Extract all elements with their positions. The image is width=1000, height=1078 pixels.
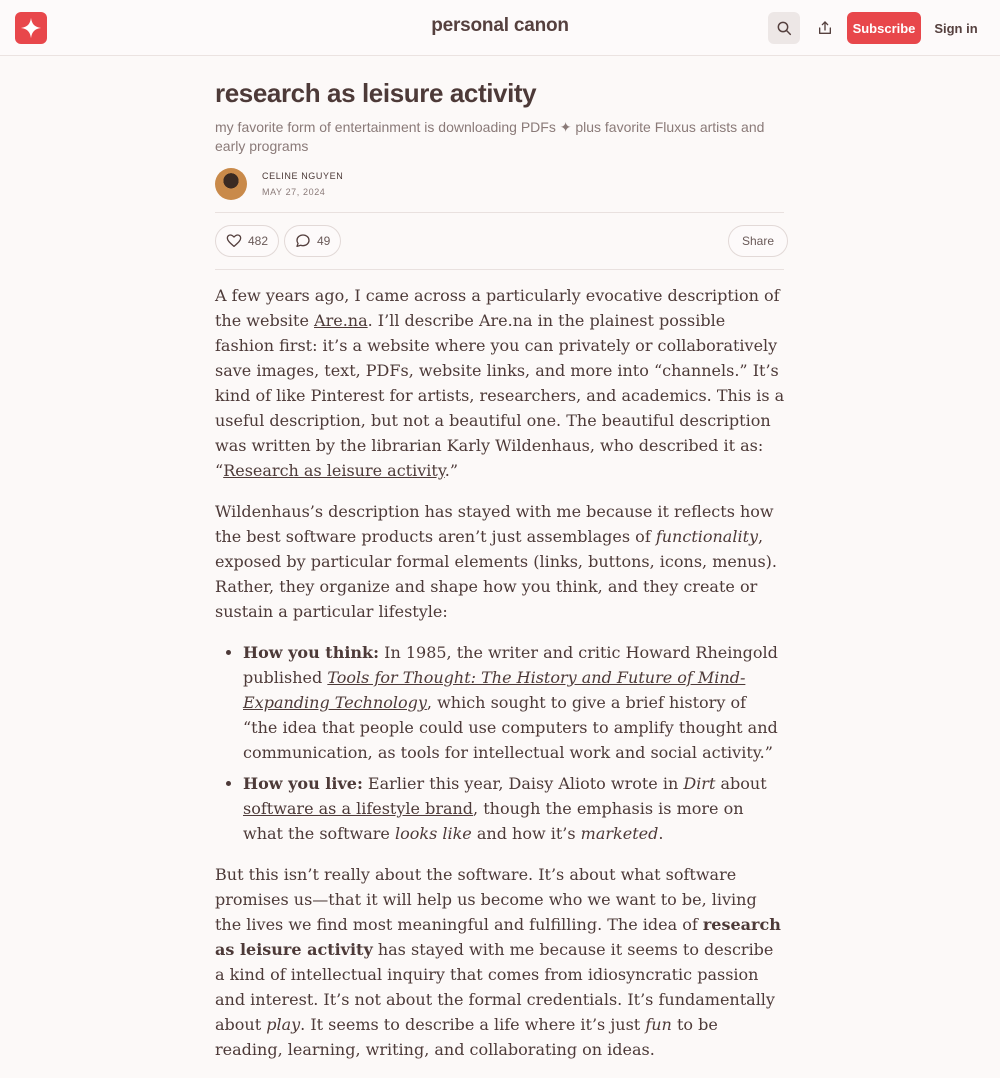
post-date: MAY 27, 2024 — [262, 187, 326, 197]
list-item-heading: How you think: — [243, 643, 380, 662]
comment-icon — [295, 233, 311, 249]
text: to be reading, learning, writing, and collaborating on ideas. — [215, 1015, 718, 1059]
comment-button[interactable] — [284, 225, 341, 257]
list-item-heading: How you live: — [243, 774, 363, 793]
author-name[interactable]: CELINE NGUYEN — [262, 171, 344, 181]
heart-icon — [226, 233, 242, 249]
like-button[interactable] — [215, 225, 279, 257]
bold-text: research as leisure activity — [215, 915, 781, 959]
text: Earlier this year, Daisy Alioto wrote in — [362, 774, 684, 793]
share-label: Share — [742, 234, 775, 248]
paragraph — [215, 862, 785, 1062]
text: , exposed by particular formal elements (links, buttons, icons, menus). Rather, they organize and shape how you think, and they create or sustain a particular lifestyle: — [215, 527, 777, 621]
text: Wildenhaus’s description has stayed with me because it reflects how the best software products aren’t just assemblages of — [215, 502, 774, 546]
text: and how it’s — [471, 824, 581, 843]
software-lifestyle-brand-link[interactable]: software as a lifestyle brand — [243, 799, 474, 818]
list-item — [243, 771, 785, 846]
text: . It seems to describe a life where it’s just — [300, 1015, 646, 1034]
search-icon — [776, 20, 792, 36]
text: A few years ago, I came across a particularly evocative description of the website — [215, 286, 780, 330]
search-button[interactable] — [768, 12, 800, 44]
emphasis: fun — [645, 1015, 672, 1034]
emphasis: Dirt — [683, 774, 716, 793]
text: But this isn’t really about the software. It’s about what software promises us—that it will help us become who we want to be, living the lives we find most meaningful and fulfilling. The idea of — [215, 865, 757, 934]
divider — [215, 269, 784, 270]
paragraph — [215, 283, 785, 483]
sign-in-button[interactable]: Sign in — [934, 20, 978, 36]
like-count: 482 — [248, 234, 269, 248]
text: .” — [444, 461, 458, 480]
list-item — [243, 640, 785, 765]
post-title: research as leisure activity — [215, 78, 537, 108]
site-title[interactable]: personal canon — [431, 15, 569, 36]
share-button[interactable] — [728, 225, 788, 257]
emphasis: marketed — [580, 824, 659, 843]
text: In 1985, the writer and critic Howard Rheingold published — [243, 643, 778, 687]
text: about — [715, 774, 767, 793]
post-subtitle: my favorite form of entertainment is downloading PDFs ✦ plus favorite Fluxus artists and early programs — [215, 119, 765, 154]
share-page-button[interactable] — [809, 12, 841, 44]
text: . I’ll describe Are.na in the plainest possible fashion first: it’s a website where you can privately or collaboratively save images, text, PDFs, website links, and more into “channels.” It’s kind of like Pinterest for artists, researchers, and academics. This is a useful description, but not a beautiful one. The beautiful description was written by the librarian Karly Wildenhaus, who described it as: “ — [215, 311, 785, 480]
comment-count: 49 — [317, 234, 331, 248]
research-as-leisure-link[interactable]: Research as leisure activity — [223, 461, 445, 480]
emphasis: play — [266, 1015, 301, 1034]
text: . — [658, 824, 664, 843]
subscribe-button[interactable]: Subscribe — [847, 12, 921, 44]
paragraph — [215, 499, 785, 624]
article-body — [215, 283, 785, 1078]
text: , which sought to give a brief history of “the idea that people could use computers to amplify thought and communication, as tools for intellectual work and social activity.” — [243, 693, 778, 762]
link-text: Tools for Thought: The History and Future of Mind-Expanding Technology — [243, 668, 746, 712]
arena-link[interactable]: Are.na — [314, 311, 368, 330]
author-avatar[interactable] — [215, 168, 247, 200]
emphasis: functionality — [655, 527, 759, 546]
bullet-list — [215, 640, 785, 846]
divider — [215, 212, 784, 213]
top-navigation-bar — [0, 0, 1000, 56]
text: , though the emphasis is more on what the software — [243, 799, 744, 843]
emphasis: looks like — [394, 824, 472, 843]
share-icon — [817, 20, 833, 36]
text: has stayed with me because it seems to describe a kind of intellectual inquiry that comes from idiosyncratic passion and interest. It’s not about the formal credentials. It’s fundamentally about — [215, 940, 775, 1034]
